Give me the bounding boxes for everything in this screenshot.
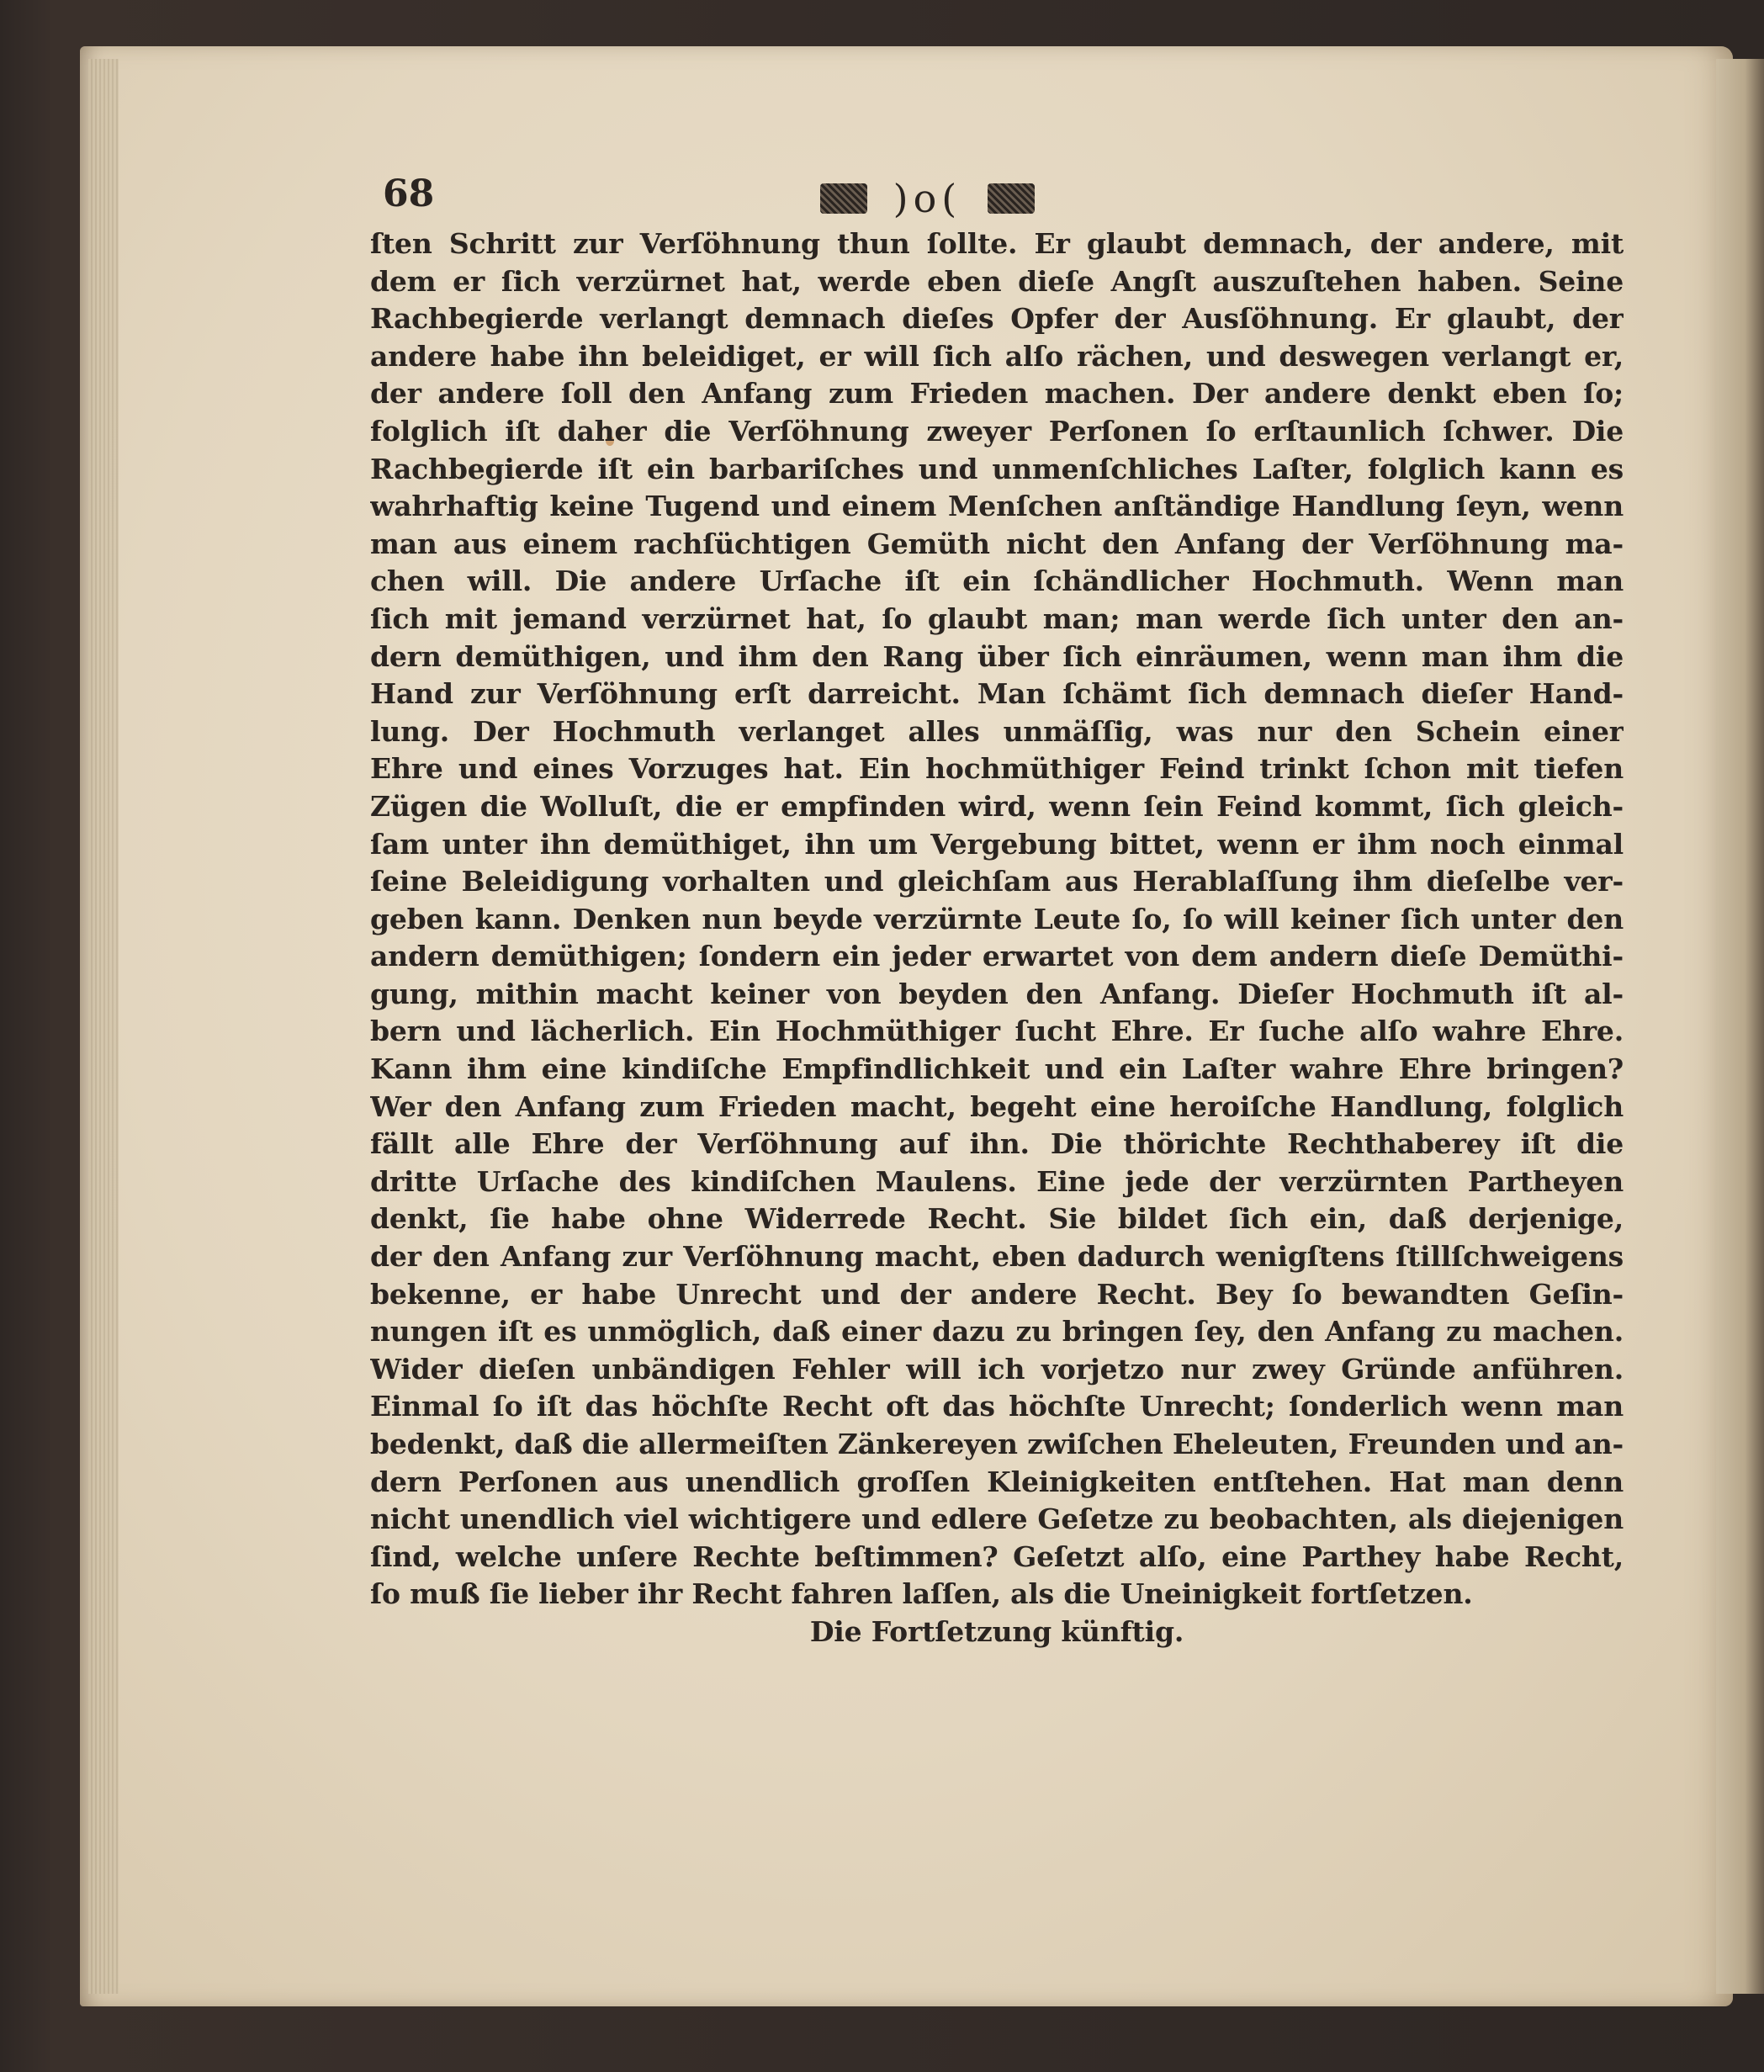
page-gutter-edge [88, 59, 119, 1994]
text-line: geben kann. Denken nun beyde verzürnte Leute ſo, ſo will keiner ſich unter den [370, 902, 1624, 935]
text-line: Einmal ſo iſt das höchſte Recht oft das höchſte Unrecht; ſonderlich wenn man [370, 1390, 1624, 1423]
ornament-text: )o( [893, 176, 962, 221]
text-line: denkt, ſie habe ohne Widerrede Recht. Sie bildet ſich ein, daß derjenige, [370, 1202, 1624, 1236]
text-line: dern demüthigen, und ihm den Rang über ſich einräumen, wenn man ihm die [370, 639, 1624, 673]
text-line: Wer den Anfang zum Frieden macht, begeht eine heroiſche Handlung, folglich [370, 1089, 1624, 1123]
closing-line: Die Fortſetzung künftig. [809, 1614, 1184, 1648]
text-line: Wider dieſen unbändigen Fehler will ich vorjetzo nur zwey Gründe anführen. [370, 1352, 1624, 1386]
text-line: Zügen die Wolluſt, die er empfinden wird, wenn ſein Feind kommt, ſich gleich- [370, 789, 1624, 823]
text-line: fällt alle Ehre der Verſöhnung auf ihn. Die thörichte Rechthaberey iſt die [370, 1127, 1624, 1161]
text-line: bern und lächerlich. Ein Hochmüthiger ſucht Ehre. Er ſuche alſo wahre Ehre. [370, 1015, 1624, 1048]
text-line: nungen iſt es unmöglich, daß einer dazu zu bringen ſey, den Anfang zu machen. [370, 1315, 1624, 1349]
text-line: Rachbegierde iſt ein barbariſches und unmenſchliches Laſter, folglich kann es [370, 452, 1624, 485]
text-line: gung, mithin macht keiner von beyden den Anfang. Dieſer Hochmuth iſt al- [370, 977, 1624, 1010]
running-header [383, 172, 1602, 231]
page-number: 68 [383, 172, 435, 215]
text-line: ſeine Beleidigung vorhalten und gleichſam aus Herablaſſung ihm dieſelbe ver- [370, 865, 1624, 898]
text-line: chen will. Die andere Urſache iſt ein ſchändlicher Hochmuth. Wenn man [370, 564, 1624, 598]
text-line: man aus einem rachſüchtigen Gemüth nicht den Anfang der Verſöhnung ma- [370, 527, 1624, 560]
text-line: wahrhaftig keine Tugend und einem Menſchen anſtändige Handlung ſeyn, wenn [370, 490, 1624, 523]
text-line: bedenkt, daß die allermeiſten Zänkereyen zwiſchen Eheleuten, Freunden und an- [370, 1428, 1624, 1460]
text-line: ſo muß ſie lieber ihr Recht fahren laſſen, als die Uneinigkeit fortſetzen. [370, 1577, 1473, 1611]
text-line: Kann ihm eine kindiſche Empfindlichkeit und ein Laſter wahre Ehre bringen? [370, 1052, 1624, 1086]
text-line: bekenne, er habe Unrecht und der andere Recht. Bey ſo bewandten Geſin- [370, 1277, 1624, 1311]
text-line: Hand zur Verſöhnung erſt darreicht. Man ſchämt ſich demnach dieſer Hand- [370, 677, 1624, 711]
text-line: dem er ſich verzürnet hat, werde eben dieſe Angſt auszuſtehen haben. Seine [370, 264, 1624, 298]
text-line: folglich iſt daher die Verſöhnung zweyer Perſonen ſo erſtaunlich ſchwer. Die [370, 414, 1624, 448]
text-line: andere habe ihn beleidiget, er will ſich alſo rächen, und deswegen verlangt er, [370, 339, 1624, 373]
text-line: ſind, welche unſere Rechte beſtimmen? Geſetzt alſo, eine Parthey habe Recht, [370, 1539, 1624, 1573]
next-page-edge [1716, 59, 1764, 1994]
text-line: ſam unter ihn demüthiget, ihn um Vergebung bittet, wenn er ihm noch einmal [370, 827, 1624, 861]
header-ornament [820, 172, 1035, 221]
text-line: der andere ſoll den Anfang zum Frieden machen. Der andere denkt eben ſo; [370, 377, 1624, 411]
text-line: Rachbegierde verlangt demnach dieſes Opfer der Ausſöhnung. Er glaubt, der [370, 302, 1624, 336]
page-body-text [370, 225, 1624, 1651]
text-line: nicht unendlich viel wichtigere und edlere Geſetze zu beobachten, als diejenigen [370, 1502, 1624, 1536]
text-line: der den Anfang zur Verſöhnung macht, eben dadurch wenigſtens ſtillſchweigens [370, 1240, 1624, 1274]
ornament-left-icon [820, 183, 867, 214]
text-line: dern Perſonen aus unendlich groſſen Kleinigkeiten entſtehen. Hat man denn [370, 1465, 1624, 1498]
text-line: Ehre und eines Vorzuges hat. Ein hochmüthiger Feind trinkt ſchon mit tiefen [370, 752, 1624, 786]
text-line: lung. Der Hochmuth verlanget alles unmäſſig, was nur den Schein einer [370, 714, 1624, 748]
text-line: ſich mit jemand verzürnet hat, ſo glaubt man; man werde ſich unter den an- [370, 601, 1624, 635]
text-line: ſten Schritt zur Verſöhnung thun ſollte. Er glaubt demnach, der andere, mit [370, 227, 1624, 260]
text-line: andern demüthigen; ſondern ein jeder erwartet von dem andern dieſe Demüthi- [370, 940, 1624, 973]
text-line: dritte Urſache des kindiſchen Maulens. Eine jede der verzürnten Partheyen [370, 1164, 1624, 1198]
ornament-right-icon [988, 183, 1035, 214]
